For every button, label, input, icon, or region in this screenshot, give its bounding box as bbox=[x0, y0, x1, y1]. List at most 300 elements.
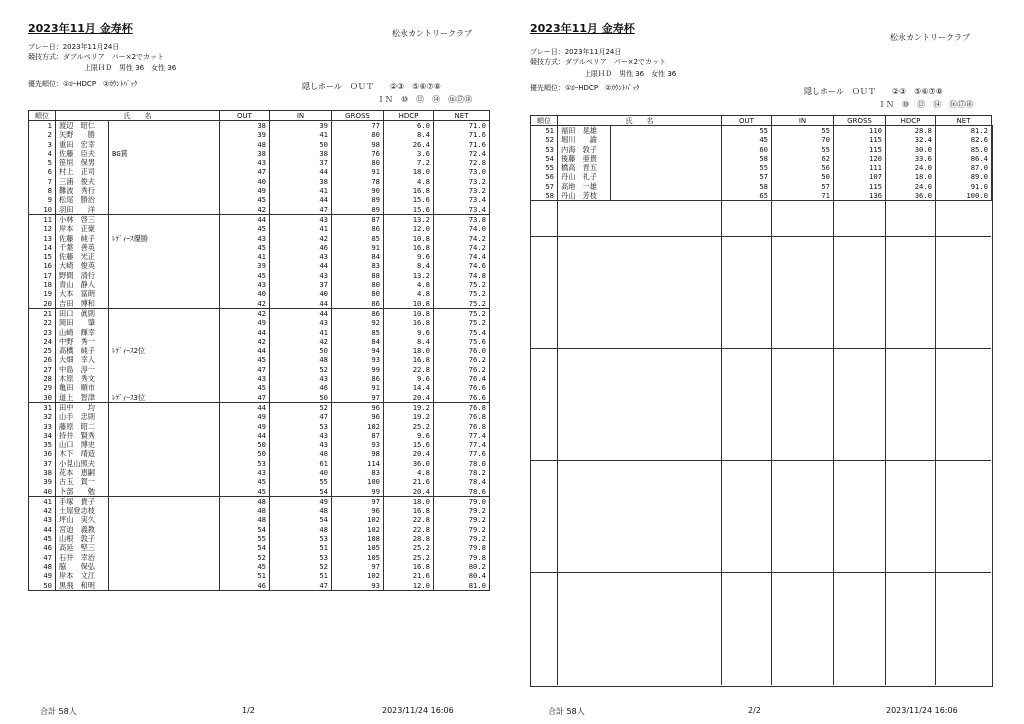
net-cell: 87.0 bbox=[936, 163, 992, 172]
hdcp-cell: 9.6 bbox=[384, 328, 434, 337]
out-cell: 38 bbox=[220, 149, 270, 158]
net-cell: 72.4 bbox=[434, 149, 490, 158]
out-cell: 45 bbox=[220, 562, 270, 571]
table-row bbox=[29, 167, 490, 176]
in-cell: 48 bbox=[270, 355, 332, 364]
in-cell: 53 bbox=[270, 553, 332, 562]
net-cell: 79.2 bbox=[434, 515, 490, 524]
gross-cell: 76 bbox=[332, 149, 384, 158]
note-cell bbox=[109, 374, 220, 383]
note-cell bbox=[109, 449, 220, 458]
in-cell: 48 bbox=[270, 506, 332, 515]
out-cell: 43 bbox=[220, 468, 270, 477]
in-cell: 43 bbox=[270, 271, 332, 280]
name-cell: 大本 富朗 bbox=[56, 289, 109, 298]
note-cell bbox=[109, 459, 220, 468]
name-cell: 堀川 諭 bbox=[558, 135, 611, 144]
note-cell bbox=[109, 365, 220, 374]
in-cell: 37 bbox=[270, 158, 332, 167]
rank-cell: 46 bbox=[29, 543, 56, 552]
net-cell: 75.6 bbox=[434, 337, 490, 346]
hdcp-cell: 12.0 bbox=[384, 224, 434, 233]
note-cell bbox=[109, 355, 220, 364]
gross-cell: 89 bbox=[332, 195, 384, 204]
grid-line bbox=[530, 572, 991, 573]
out-cell: 49 bbox=[220, 412, 270, 421]
name-cell: 野間 清行 bbox=[56, 271, 109, 280]
in-cell: 48 bbox=[270, 449, 332, 458]
out-cell: 44 bbox=[220, 328, 270, 337]
net-cell: 74.0 bbox=[434, 224, 490, 233]
note-cell bbox=[109, 186, 220, 195]
in-cell: 44 bbox=[270, 299, 332, 309]
gross-cell: 86 bbox=[332, 224, 384, 233]
out-cell: 47 bbox=[220, 393, 270, 403]
out-cell: 45 bbox=[220, 477, 270, 486]
gross-cell: 88 bbox=[332, 271, 384, 280]
out-cell: 45 bbox=[220, 271, 270, 280]
name-cell: 内海 敦子 bbox=[558, 145, 611, 154]
name-cell: 木原 秀文 bbox=[56, 374, 109, 383]
note-cell bbox=[109, 515, 220, 524]
table-row bbox=[29, 149, 490, 158]
net-cell: 73.2 bbox=[434, 177, 490, 186]
note-cell bbox=[109, 383, 220, 392]
net-cell: 73.4 bbox=[434, 205, 490, 215]
net-cell: 78.4 bbox=[434, 477, 490, 486]
note-cell bbox=[109, 571, 220, 580]
column-header: HDCP bbox=[886, 116, 936, 126]
rank-cell: 45 bbox=[29, 534, 56, 543]
rank-cell: 19 bbox=[29, 289, 56, 298]
table-row bbox=[29, 234, 490, 243]
net-cell: 74.2 bbox=[434, 234, 490, 243]
gross-cell: 115 bbox=[834, 145, 886, 154]
net-cell: 71.6 bbox=[434, 130, 490, 139]
hdcp-cell: 22.8 bbox=[384, 525, 434, 534]
club-name: 松永カントリークラブ bbox=[890, 33, 970, 42]
name-cell: 花本 恵嗣 bbox=[56, 468, 109, 477]
name-cell: 岡田 肇 bbox=[56, 318, 109, 327]
note-cell bbox=[109, 167, 220, 176]
competition-format: 競技方式：ダブルペリア パー×2でカット bbox=[530, 58, 666, 66]
name-cell: 岸本 文江 bbox=[56, 571, 109, 580]
gross-cell: 99 bbox=[332, 365, 384, 374]
in-cell: 56 bbox=[772, 163, 834, 172]
out-cell: 44 bbox=[220, 402, 270, 412]
gross-cell: 96 bbox=[332, 506, 384, 515]
gross-cell: 96 bbox=[332, 402, 384, 412]
out-cell: 45 bbox=[220, 243, 270, 252]
out-cell: 65 bbox=[722, 191, 772, 201]
in-cell: 47 bbox=[270, 412, 332, 421]
hdcp-cell: 18.0 bbox=[384, 346, 434, 355]
rank-cell: 41 bbox=[29, 496, 56, 506]
note-cell bbox=[109, 318, 220, 327]
net-cell: 76.6 bbox=[434, 393, 490, 403]
priority-order: 優先順位：①ﾛｰHDCP ②ｶｳﾝﾄﾊﾞｯｸ bbox=[28, 80, 138, 88]
name-cell: 黒飛 和明 bbox=[56, 581, 109, 591]
total-count: 合計 58人 bbox=[40, 707, 77, 716]
results-table bbox=[28, 110, 490, 591]
net-cell: 81.2 bbox=[936, 126, 992, 136]
name-cell: 田口 眞則 bbox=[56, 308, 109, 318]
table-row bbox=[29, 224, 490, 233]
hdcp-cell: 20.4 bbox=[384, 393, 434, 403]
rank-cell: 49 bbox=[29, 571, 56, 580]
in-cell: 47 bbox=[270, 581, 332, 591]
gross-cell: 83 bbox=[332, 261, 384, 270]
out-cell: 48 bbox=[220, 140, 270, 149]
rank-cell: 24 bbox=[29, 337, 56, 346]
in-cell: 43 bbox=[270, 214, 332, 224]
hdcp-cell: 9.6 bbox=[384, 374, 434, 383]
net-cell: 76.0 bbox=[434, 346, 490, 355]
note-cell bbox=[109, 261, 220, 270]
gross-cell: 100 bbox=[332, 477, 384, 486]
column-header: 順位 bbox=[531, 116, 558, 126]
in-cell: 43 bbox=[270, 374, 332, 383]
table-row bbox=[29, 422, 490, 431]
out-cell: 39 bbox=[220, 130, 270, 139]
gross-cell: 80 bbox=[332, 130, 384, 139]
net-cell: 81.0 bbox=[434, 581, 490, 591]
rank-cell: 25 bbox=[29, 346, 56, 355]
gross-cell: 115 bbox=[834, 135, 886, 144]
rank-cell: 39 bbox=[29, 477, 56, 486]
note-cell bbox=[109, 158, 220, 167]
out-cell: 55 bbox=[722, 163, 772, 172]
name-cell: 佐藤 純子 bbox=[56, 234, 109, 243]
rank-cell: 31 bbox=[29, 402, 56, 412]
note-cell bbox=[109, 477, 220, 486]
note-cell: ﾚﾃﾞｨｰｽ2位 bbox=[109, 346, 220, 355]
net-cell: 75.2 bbox=[434, 318, 490, 327]
out-cell: 38 bbox=[220, 121, 270, 131]
hdcp-cell: 36.0 bbox=[886, 191, 936, 201]
name-cell: 高地 一雄 bbox=[558, 182, 611, 191]
name-cell: 矢野 勝 bbox=[56, 130, 109, 139]
hdcp-cell: 9.6 bbox=[384, 431, 434, 440]
in-cell: 57 bbox=[772, 182, 834, 191]
out-cell: 45 bbox=[220, 383, 270, 392]
net-cell: 74.6 bbox=[434, 261, 490, 270]
column-header: IN bbox=[270, 111, 332, 121]
gross-cell: 93 bbox=[332, 440, 384, 449]
net-cell: 75.2 bbox=[434, 280, 490, 289]
hdcp-cell: 13.2 bbox=[384, 271, 434, 280]
name-cell: 小見山照夫 bbox=[56, 459, 109, 468]
rank-cell: 13 bbox=[29, 234, 56, 243]
out-cell: 45 bbox=[722, 135, 772, 144]
gross-cell: 78 bbox=[332, 177, 384, 186]
hdcp-cell: 26.4 bbox=[384, 140, 434, 149]
rank-cell: 47 bbox=[29, 553, 56, 562]
net-cell: 77.4 bbox=[434, 431, 490, 440]
grid-line bbox=[530, 460, 991, 461]
name-cell: 持井 賢秀 bbox=[56, 431, 109, 440]
gross-cell: 77 bbox=[332, 121, 384, 131]
net-cell: 76.4 bbox=[434, 374, 490, 383]
table-row bbox=[29, 515, 490, 524]
in-cell: 40 bbox=[270, 468, 332, 477]
net-cell: 79.2 bbox=[434, 525, 490, 534]
name-cell: 村上 正司 bbox=[56, 167, 109, 176]
in-cell: 61 bbox=[270, 459, 332, 468]
in-cell: 55 bbox=[270, 477, 332, 486]
name-cell: 笹垣 保男 bbox=[56, 158, 109, 167]
table-row bbox=[29, 158, 490, 167]
name-cell: 大畑 幸人 bbox=[56, 355, 109, 364]
rank-cell: 32 bbox=[29, 412, 56, 421]
name-cell: 吉田 博和 bbox=[56, 299, 109, 309]
rank-cell: 3 bbox=[29, 140, 56, 149]
net-cell: 79.2 bbox=[434, 506, 490, 515]
out-cell: 47 bbox=[220, 365, 270, 374]
name-cell: 高延 堅三 bbox=[56, 543, 109, 552]
hdcp-cell: 15.6 bbox=[384, 195, 434, 204]
grid-line bbox=[833, 125, 834, 685]
note-cell bbox=[109, 402, 220, 412]
rank-cell: 34 bbox=[29, 431, 56, 440]
table-row bbox=[29, 140, 490, 149]
in-cell: 62 bbox=[772, 154, 834, 163]
in-cell: 54 bbox=[270, 515, 332, 524]
hdcp-cell: 14.4 bbox=[384, 383, 434, 392]
in-cell: 43 bbox=[270, 252, 332, 261]
out-cell: 43 bbox=[220, 280, 270, 289]
hdcp-cell: 8.4 bbox=[384, 337, 434, 346]
table-header-row bbox=[29, 111, 490, 121]
net-cell: 80.4 bbox=[434, 571, 490, 580]
rank-cell: 55 bbox=[531, 163, 558, 172]
hdcp-cell: 28.8 bbox=[886, 126, 936, 136]
note-cell bbox=[109, 412, 220, 421]
name-cell: 亀田 順市 bbox=[56, 383, 109, 392]
in-cell: 52 bbox=[270, 365, 332, 374]
table-row bbox=[29, 468, 490, 477]
table-row bbox=[29, 355, 490, 364]
net-cell: 76.8 bbox=[434, 402, 490, 412]
rank-cell: 12 bbox=[29, 224, 56, 233]
table-row bbox=[29, 289, 490, 298]
out-cell: 60 bbox=[722, 145, 772, 154]
column-header: IN bbox=[772, 116, 834, 126]
gross-cell: 107 bbox=[834, 172, 886, 181]
out-cell: 45 bbox=[220, 224, 270, 233]
rank-cell: 20 bbox=[29, 299, 56, 309]
table-row bbox=[29, 121, 490, 131]
rank-cell: 11 bbox=[29, 214, 56, 224]
name-cell: 土屋登志枝 bbox=[56, 506, 109, 515]
out-cell: 54 bbox=[220, 543, 270, 552]
out-cell: 46 bbox=[220, 581, 270, 591]
table-row bbox=[29, 477, 490, 486]
column-header: OUT bbox=[722, 116, 772, 126]
in-cell: 39 bbox=[270, 121, 332, 131]
in-cell: 43 bbox=[270, 431, 332, 440]
hdcp-cell: 18.0 bbox=[886, 172, 936, 181]
in-cell: 55 bbox=[772, 126, 834, 136]
name-cell: 佐藤 光正 bbox=[56, 252, 109, 261]
rank-cell: 40 bbox=[29, 487, 56, 497]
hdcp-cell: 25.2 bbox=[384, 553, 434, 562]
gross-cell: 97 bbox=[332, 562, 384, 571]
name-cell: 藤原 昭二 bbox=[56, 422, 109, 431]
table-row bbox=[29, 308, 490, 318]
net-cell: 85.0 bbox=[936, 145, 992, 154]
name-cell: 佐藤 臣夫 bbox=[56, 149, 109, 158]
hidden-holes-in: ＩＮ ⑩ ⑫ ⑭ ⑯⑰⑱ bbox=[878, 100, 974, 109]
table-row bbox=[29, 402, 490, 412]
table-row bbox=[29, 186, 490, 195]
table-row bbox=[29, 525, 490, 534]
table-row bbox=[29, 243, 490, 252]
in-cell: 50 bbox=[270, 140, 332, 149]
name-cell: 千葉 善英 bbox=[56, 243, 109, 252]
table-row bbox=[29, 365, 490, 374]
note-cell bbox=[109, 243, 220, 252]
hdcp-cell: 16.8 bbox=[384, 506, 434, 515]
table-row bbox=[29, 581, 490, 591]
note-cell bbox=[109, 289, 220, 298]
gross-cell: 120 bbox=[834, 154, 886, 163]
in-cell: 47 bbox=[270, 205, 332, 215]
out-cell: 40 bbox=[220, 177, 270, 186]
in-cell: 52 bbox=[270, 562, 332, 571]
out-cell: 49 bbox=[220, 318, 270, 327]
hdcp-cell: 4.8 bbox=[384, 289, 434, 298]
out-cell: 43 bbox=[220, 374, 270, 383]
net-cell: 89.0 bbox=[936, 172, 992, 181]
note-cell bbox=[109, 525, 220, 534]
name-cell: 後藤 亜貴 bbox=[558, 154, 611, 163]
out-cell: 58 bbox=[722, 154, 772, 163]
gross-cell: 102 bbox=[332, 571, 384, 580]
table-row bbox=[29, 440, 490, 449]
net-cell: 79.2 bbox=[434, 534, 490, 543]
rank-cell: 35 bbox=[29, 440, 56, 449]
rank-cell: 15 bbox=[29, 252, 56, 261]
out-cell: 50 bbox=[220, 449, 270, 458]
in-cell: 37 bbox=[270, 280, 332, 289]
note-cell bbox=[109, 195, 220, 204]
out-cell: 52 bbox=[220, 553, 270, 562]
note-cell bbox=[109, 487, 220, 497]
in-cell: 40 bbox=[270, 289, 332, 298]
gross-cell: 80 bbox=[332, 289, 384, 298]
gross-cell: 89 bbox=[332, 205, 384, 215]
note-cell bbox=[109, 562, 220, 571]
note-cell bbox=[109, 431, 220, 440]
net-cell: 74.2 bbox=[434, 243, 490, 252]
table-row bbox=[29, 130, 490, 139]
rank-cell: 16 bbox=[29, 261, 56, 270]
rank-cell: 43 bbox=[29, 515, 56, 524]
hdcp-cell: 8.4 bbox=[384, 261, 434, 270]
hdcp-cell: 16.8 bbox=[384, 243, 434, 252]
name-cell: 石井 幸治 bbox=[56, 553, 109, 562]
note-cell bbox=[109, 205, 220, 215]
table-row bbox=[29, 280, 490, 289]
rank-cell: 22 bbox=[29, 318, 56, 327]
table-row bbox=[29, 346, 490, 355]
table-row bbox=[29, 459, 490, 468]
handicap-limit: 上限ＨＤ 男性 36 女性 36 bbox=[84, 64, 177, 72]
out-cell: 45 bbox=[220, 195, 270, 204]
grid-line bbox=[530, 236, 991, 237]
gross-cell: 93 bbox=[332, 355, 384, 364]
name-cell: 木下 靖造 bbox=[56, 449, 109, 458]
gross-cell: 108 bbox=[332, 534, 384, 543]
in-cell: 46 bbox=[270, 383, 332, 392]
name-cell: 脇 保弘 bbox=[56, 562, 109, 571]
in-cell: 51 bbox=[270, 571, 332, 580]
gross-cell: 97 bbox=[332, 393, 384, 403]
name-cell: 渡辺 昭仁 bbox=[56, 121, 109, 131]
grid-line bbox=[885, 125, 886, 685]
name-cell: 松尾 勝治 bbox=[56, 195, 109, 204]
in-cell: 44 bbox=[270, 308, 332, 318]
gross-cell: 83 bbox=[332, 468, 384, 477]
out-cell: 48 bbox=[220, 515, 270, 524]
table-row bbox=[29, 487, 490, 497]
hdcp-cell: 24.0 bbox=[886, 163, 936, 172]
hdcp-cell: 36.0 bbox=[384, 459, 434, 468]
name-cell: 難波 秀行 bbox=[56, 186, 109, 195]
in-cell: 50 bbox=[772, 172, 834, 181]
name-cell: 古玉 賀一 bbox=[56, 477, 109, 486]
hdcp-cell: 18.0 bbox=[384, 167, 434, 176]
name-cell: 丹山 礼子 bbox=[558, 172, 611, 181]
gross-cell: 86 bbox=[332, 308, 384, 318]
column-header: 順位 bbox=[29, 111, 56, 121]
out-cell: 53 bbox=[220, 459, 270, 468]
name-cell: 田中 均 bbox=[56, 402, 109, 412]
hdcp-cell: 16.8 bbox=[384, 355, 434, 364]
rank-cell: 53 bbox=[531, 145, 558, 154]
table-row bbox=[29, 383, 490, 392]
out-cell: 42 bbox=[220, 337, 270, 346]
table-row bbox=[29, 177, 490, 186]
gross-cell: 136 bbox=[834, 191, 886, 201]
out-cell: 43 bbox=[220, 158, 270, 167]
in-cell: 42 bbox=[270, 234, 332, 243]
out-cell: 48 bbox=[220, 496, 270, 506]
table-row bbox=[29, 374, 490, 383]
in-cell: 52 bbox=[270, 402, 332, 412]
hdcp-cell: 10.8 bbox=[384, 299, 434, 309]
grid-line bbox=[771, 125, 772, 685]
gross-cell: 85 bbox=[332, 234, 384, 243]
hdcp-cell: 10.8 bbox=[384, 308, 434, 318]
gross-cell: 102 bbox=[332, 422, 384, 431]
table-row bbox=[29, 412, 490, 421]
out-cell: 43 bbox=[220, 234, 270, 243]
total-count: 合計 58人 bbox=[548, 707, 585, 716]
rank-cell: 51 bbox=[531, 126, 558, 136]
gross-cell: 80 bbox=[332, 280, 384, 289]
empty-grid bbox=[530, 125, 993, 687]
column-header: HDCP bbox=[384, 111, 434, 121]
name-cell: 中野 秀一 bbox=[56, 337, 109, 346]
note-cell bbox=[109, 534, 220, 543]
gross-cell: 110 bbox=[834, 126, 886, 136]
printed-timestamp: 2023/11/24 16:06 bbox=[382, 706, 454, 715]
name-cell: 小林 啓三 bbox=[56, 214, 109, 224]
gross-cell: 91 bbox=[332, 243, 384, 252]
out-cell: 58 bbox=[722, 182, 772, 191]
